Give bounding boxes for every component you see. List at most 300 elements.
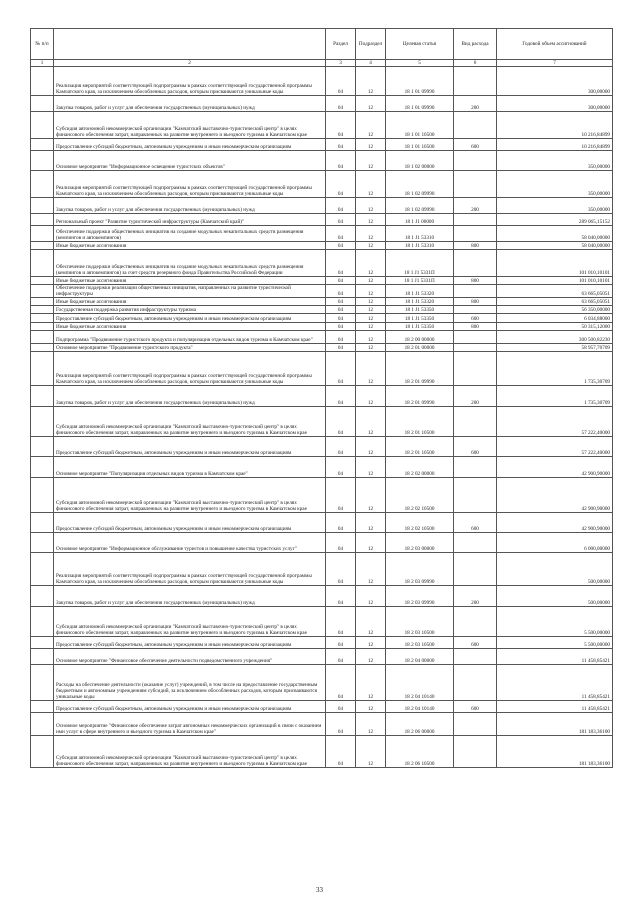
cell-target: 18 1 J1 53310 [386, 242, 454, 250]
table-row [31, 407, 613, 437]
cell-target: 18 2 02 00000 [386, 457, 454, 478]
cell-num [31, 478, 54, 513]
cell-podrazdel: 12 [356, 250, 386, 277]
cell-num [31, 96, 54, 112]
cell-target: 18 1 01 09990 [386, 67, 454, 96]
cell-name: Обеспечение поддержки общественных инициатив на создание модульных некапитальных средств размещения (кемпингов и автокемпингов) [54, 226, 326, 242]
cell-razdel: 04 [326, 437, 356, 457]
cell-name: Предоставление субсидий бюджетным, автономным учреждениям и иным некоммерческим организациям [54, 139, 326, 151]
cell-amount: 56 350,00000 [497, 306, 613, 314]
cell-amount: 500,00000 [497, 586, 613, 607]
cell-amount: 10 216,84899 [497, 139, 613, 151]
cell-razdel: 04 [326, 637, 356, 649]
cell-podrazdel: 12 [356, 437, 386, 457]
cell-vid: 600 [454, 637, 497, 649]
cell-amount: 6 000,00000 [497, 533, 613, 553]
cell-podrazdel: 12 [356, 713, 386, 736]
cell-amount: 11 458,85421 [497, 701, 613, 713]
table-row [31, 637, 613, 649]
cell-target: 18 2 03 09990 [386, 553, 454, 586]
cell-podrazdel: 12 [356, 344, 386, 352]
table-row [31, 331, 613, 344]
table-row [31, 151, 613, 171]
cell-amount: 58 040,00000 [497, 242, 613, 250]
cell-vid [454, 250, 497, 277]
cell-amount: 181 183,36100 [497, 713, 613, 736]
cell-razdel: 04 [326, 171, 356, 198]
column-number: 3 [326, 60, 356, 67]
cell-target: 18 1 J1 53320 [386, 298, 454, 306]
cell-razdel: 04 [326, 323, 356, 331]
header-name [54, 29, 326, 60]
cell-razdel: 04 [326, 665, 356, 701]
cell-podrazdel: 12 [356, 298, 386, 306]
cell-num [31, 533, 54, 553]
column-number: 5 [386, 60, 454, 67]
cell-vid [454, 171, 497, 198]
cell-razdel: 04 [326, 386, 356, 407]
cell-num [31, 285, 54, 298]
cell-podrazdel: 12 [356, 151, 386, 171]
cell-num [31, 151, 54, 171]
cell-amount: 350,00000 [497, 198, 613, 214]
column-number: 1 [31, 60, 54, 67]
cell-vid [454, 457, 497, 478]
cell-num [31, 637, 54, 649]
cell-amount: 500,00000 [497, 553, 613, 586]
cell-vid [454, 344, 497, 352]
cell-target: 18 1 02 00000 [386, 151, 454, 171]
cell-name: Субсидия автономной некоммерческой организации "Камчатский выставочно-туристический центр" в целях финансового обеспечения затрат, направленных на развитие внутреннего и въездного туризма в Камчатском крае [54, 112, 326, 139]
cell-vid: 600 [454, 314, 497, 323]
cell-podrazdel: 12 [356, 637, 386, 649]
cell-podrazdel: 12 [356, 607, 386, 637]
cell-razdel: 04 [326, 331, 356, 344]
cell-vid: 600 [454, 139, 497, 151]
cell-razdel: 04 [326, 457, 356, 478]
cell-vid: 200 [454, 96, 497, 112]
cell-amount: 350,00000 [497, 171, 613, 198]
cell-target: 18 1 J1 5331П [386, 277, 454, 285]
cell-name: Государственная поддержка развития инфраструктуры туризма [54, 306, 326, 314]
cell-name: Региональный проект "Развитие туристической инфраструктуры (Камчатский край)" [54, 214, 326, 226]
cell-target: 18 2 03 10500 [386, 637, 454, 649]
cell-name: Основное мероприятие "Финансовое обеспечение деятельности подведомственного учреждения" [54, 649, 326, 665]
table-row [31, 553, 613, 586]
cell-podrazdel: 12 [356, 214, 386, 226]
cell-vid: 800 [454, 242, 497, 250]
cell-amount: 300,00000 [497, 96, 613, 112]
header-vid: Вид расхода [454, 29, 497, 60]
cell-name: Субсидия автономной некоммерческой организации "Камчатский выставочно-туристический центр" в целях финансового обеспечения затрат, направленных на развитие внутреннего и въездного туризма в Камчатском крае [54, 478, 326, 513]
cell-podrazdel: 12 [356, 736, 386, 768]
cell-name: Закупка товаров, работ и услуг для обеспечения государственных (муниципальных) нужд [54, 96, 326, 112]
cell-razdel: 04 [326, 151, 356, 171]
cell-num [31, 386, 54, 407]
cell-name: Реализация мероприятий соответствующей подпрограммы в рамках соответствующей государственной программы Камчатского края, за исключением обособленных расходов, которым присваиваются уникальные коды [54, 171, 326, 198]
cell-vid [454, 533, 497, 553]
cell-num [31, 171, 54, 198]
cell-name: Обеспечение поддержки реализации общественных инициатив, направленных на развитие туристической инфраструктуры [54, 285, 326, 298]
cell-target: 18 2 03 00000 [386, 533, 454, 553]
cell-podrazdel: 12 [356, 226, 386, 242]
cell-razdel: 04 [326, 250, 356, 277]
cell-podrazdel: 12 [356, 285, 386, 298]
cell-amount: 57 222,40000 [497, 437, 613, 457]
cell-vid [454, 226, 497, 242]
cell-podrazdel: 12 [356, 665, 386, 701]
cell-vid: 600 [454, 701, 497, 713]
cell-razdel: 04 [326, 306, 356, 314]
cell-vid [454, 306, 497, 314]
cell-target: 18 2 04 10140 [386, 665, 454, 701]
cell-razdel: 04 [326, 607, 356, 637]
cell-vid [454, 665, 497, 701]
cell-target: 18 1 J1 53350 [386, 306, 454, 314]
cell-name: Основное мероприятие "Информационное обслуживание туристов и повышение качества туристских услуг" [54, 533, 326, 553]
column-number-row [31, 60, 613, 67]
cell-num [31, 331, 54, 344]
cell-num [31, 437, 54, 457]
cell-name: Предоставление субсидий бюджетным, автономным учреждениям и иным некоммерческим организациям [54, 314, 326, 323]
cell-vid: 800 [454, 277, 497, 285]
cell-target: 18 2 06 10500 [386, 736, 454, 768]
cell-target: 18 2 01 09990 [386, 352, 454, 386]
cell-target: 18 2 01 09990 [386, 386, 454, 407]
cell-name: Реализация мероприятий соответствующей подпрограммы в рамках соответствующей государственной программы Камчатского края, за исключением обособленных расходов, которым присваиваются уникальные коды [54, 352, 326, 386]
cell-target: 18 1 J1 53310 [386, 226, 454, 242]
cell-amount: 42 900,90000 [497, 478, 613, 513]
table-row [31, 285, 613, 298]
cell-name: Закупка товаров, работ и услуг для обеспечения государственных (муниципальных) нужд [54, 386, 326, 407]
cell-name: Закупка товаров, работ и услуг для обеспечения государственных (муниципальных) нужд [54, 586, 326, 607]
table-row [31, 226, 613, 242]
cell-num [31, 277, 54, 285]
table-row [31, 713, 613, 736]
cell-target: 18 1 02 09990 [386, 198, 454, 214]
cell-razdel: 04 [326, 713, 356, 736]
cell-podrazdel: 12 [356, 701, 386, 713]
cell-name: Иные бюджетные ассигнования [54, 298, 326, 306]
table-row [31, 457, 613, 478]
cell-num [31, 713, 54, 736]
header-number: № п/п [31, 29, 54, 60]
cell-target: 18 1 01 09990 [386, 96, 454, 112]
cell-num [31, 649, 54, 665]
cell-amount: 50 315,12000 [497, 323, 613, 331]
cell-name: Предоставление субсидий бюджетным, автономным учреждениям и иным некоммерческим организациям [54, 637, 326, 649]
cell-num [31, 513, 54, 533]
column-number: 6 [454, 60, 497, 67]
cell-num [31, 242, 54, 250]
cell-amount: 11 458,85421 [497, 665, 613, 701]
cell-amount: 42 900,90000 [497, 457, 613, 478]
cell-podrazdel: 12 [356, 533, 386, 553]
cell-num [31, 314, 54, 323]
cell-num [31, 226, 54, 242]
cell-target: 18 1 02 09990 [386, 171, 454, 198]
table-row [31, 352, 613, 386]
cell-name: Субсидия автономной некоммерческой организации "Камчатский выставочно-туристический центр" в целях финансового обеспечения затрат, направленных на развитие внутреннего и въездного туризма в Камчатском крае [54, 407, 326, 437]
cell-vid [454, 331, 497, 344]
column-number: 7 [497, 60, 613, 67]
cell-podrazdel: 12 [356, 198, 386, 214]
cell-amount: 5 500,00000 [497, 607, 613, 637]
cell-target: 18 2 02 10500 [386, 478, 454, 513]
cell-num [31, 323, 54, 331]
cell-amount: 181 183,36100 [497, 736, 613, 768]
cell-vid [454, 112, 497, 139]
cell-vid [454, 151, 497, 171]
cell-name: Предоставление субсидий бюджетным, автономным учреждениям и иным некоммерческим организациям [54, 701, 326, 713]
cell-podrazdel: 12 [356, 112, 386, 139]
table-body [31, 67, 613, 768]
table-row [31, 306, 613, 314]
cell-razdel: 04 [326, 242, 356, 250]
cell-podrazdel: 12 [356, 331, 386, 344]
table-row [31, 171, 613, 198]
cell-podrazdel: 12 [356, 457, 386, 478]
page-number: 33 [316, 886, 323, 894]
cell-razdel: 04 [326, 298, 356, 306]
cell-razdel: 04 [326, 214, 356, 226]
cell-podrazdel: 12 [356, 171, 386, 198]
cell-razdel: 04 [326, 407, 356, 437]
cell-num [31, 198, 54, 214]
table-row [31, 298, 613, 306]
table-row [31, 198, 613, 214]
cell-razdel: 04 [326, 67, 356, 96]
cell-target: 18 1 J1 53320 [386, 285, 454, 298]
cell-razdel: 04 [326, 736, 356, 768]
cell-podrazdel: 12 [356, 586, 386, 607]
cell-num [31, 352, 54, 386]
table-row [31, 344, 613, 352]
cell-amount: 1 735,30709 [497, 386, 613, 407]
cell-target: 18 2 01 00000 [386, 344, 454, 352]
cell-target: 18 1 J1 53350 [386, 323, 454, 331]
cell-amount: 63 665,05051 [497, 298, 613, 306]
cell-razdel: 04 [326, 352, 356, 386]
cell-vid [454, 478, 497, 513]
cell-name: Предоставление субсидий бюджетным, автономным учреждениям и иным некоммерческим организациям [54, 437, 326, 457]
table-row [31, 242, 613, 250]
cell-amount: 101 010,10101 [497, 250, 613, 277]
cell-podrazdel: 12 [356, 306, 386, 314]
cell-name: Иные бюджетные ассигнования [54, 277, 326, 285]
cell-vid: 800 [454, 323, 497, 331]
cell-amount: 300,00000 [497, 67, 613, 96]
budget-table [30, 28, 613, 768]
cell-name: Субсидия автономной некоммерческой организации "Камчатский выставочно-туристический центр" в целях финансового обеспечения затрат, направленных на развитие внутреннего и въездного туризма в Камчатском крае [54, 736, 326, 768]
table-row [31, 665, 613, 701]
cell-razdel: 04 [326, 533, 356, 553]
table-row [31, 649, 613, 665]
cell-target: 18 1 J1 53350 [386, 314, 454, 323]
column-number: 4 [356, 60, 386, 67]
cell-num [31, 586, 54, 607]
cell-amount: 101 010,10101 [497, 277, 613, 285]
table-row [31, 386, 613, 407]
cell-name: Иные бюджетные ассигнования [54, 323, 326, 331]
cell-name: Основное мероприятие "Финансовое обеспечение затрат автономных некоммерческих организаций в связи с оказанием ими услуг в сфере внутреннего и въездного туризма в Камчатском крае" [54, 713, 326, 736]
table-row [31, 139, 613, 151]
cell-vid [454, 736, 497, 768]
cell-amount: 350,00000 [497, 151, 613, 171]
table-row [31, 607, 613, 637]
cell-amount: 10 216,84899 [497, 112, 613, 139]
cell-vid: 200 [454, 386, 497, 407]
cell-amount: 6 034,88000 [497, 314, 613, 323]
table-row [31, 250, 613, 277]
cell-podrazdel: 12 [356, 139, 386, 151]
cell-razdel: 04 [326, 198, 356, 214]
cell-target: 18 1 J1 00000 [386, 214, 454, 226]
table-row [31, 277, 613, 285]
cell-razdel: 04 [326, 112, 356, 139]
cell-num [31, 607, 54, 637]
cell-name: Субсидия автономной некоммерческой организации "Камчатский выставочно-туристический центр" в целях финансового обеспечения затрат, направленных на развитие внутреннего и въездного туризма в Камчатском крае [54, 607, 326, 637]
cell-razdel: 04 [326, 513, 356, 533]
cell-name: Реализация мероприятий соответствующей подпрограммы в рамках соответствующей государственной программы Камчатского края, за исключением обособленных расходов, которым присваиваются уникальные коды [54, 67, 326, 96]
cell-target: 18 2 04 00000 [386, 649, 454, 665]
cell-vid [454, 649, 497, 665]
cell-razdel: 04 [326, 314, 356, 323]
cell-num [31, 214, 54, 226]
cell-amount: 58 040,00000 [497, 226, 613, 242]
cell-target: 18 1 J1 5331П [386, 250, 454, 277]
table-row [31, 586, 613, 607]
cell-target: 18 2 01 10500 [386, 407, 454, 437]
cell-num [31, 665, 54, 701]
cell-target: 18 2 01 10500 [386, 437, 454, 457]
table-row [31, 112, 613, 139]
column-number: 2 [54, 60, 326, 67]
cell-podrazdel: 12 [356, 553, 386, 586]
cell-razdel: 04 [326, 96, 356, 112]
cell-target: 18 1 01 10500 [386, 139, 454, 151]
header-razdel: Раздел [326, 29, 356, 60]
cell-amount: 42 900,90000 [497, 513, 613, 533]
cell-razdel: 04 [326, 344, 356, 352]
cell-amount: 289 065,15152 [497, 214, 613, 226]
cell-num [31, 457, 54, 478]
cell-razdel: 04 [326, 277, 356, 285]
cell-podrazdel: 12 [356, 242, 386, 250]
cell-razdel: 04 [326, 285, 356, 298]
cell-name: Основное мероприятие "Популяризация отдельных видов туризма в Камчатском крае" [54, 457, 326, 478]
cell-podrazdel: 12 [356, 513, 386, 533]
cell-vid [454, 214, 497, 226]
cell-vid [454, 352, 497, 386]
cell-podrazdel: 12 [356, 407, 386, 437]
table-row [31, 314, 613, 323]
cell-amount: 11 458,85421 [497, 649, 613, 665]
table-row [31, 701, 613, 713]
header-target: Целевая статья [386, 29, 454, 60]
cell-num [31, 407, 54, 437]
cell-num [31, 112, 54, 139]
cell-name: Основное мероприятие "Продвижение туристского продукта" [54, 344, 326, 352]
cell-name: Основное мероприятие "Информационное освещение туристских объектов" [54, 151, 326, 171]
header-amount: Годовой объем ассигнований [497, 29, 613, 60]
cell-name: Обеспечение поддержки общественных инициатив на создание модульных некапитальных средств размещения (кемпингов и автокемпингов) за счет средств резервного фонда Правительства Российской Федерации [54, 250, 326, 277]
table-row [31, 96, 613, 112]
cell-podrazdel: 12 [356, 67, 386, 96]
cell-name: Расходы на обеспечение деятельности (оказание услуг) учреждений, в том числе на предоставление государственным бюджетным и автономным учреждениям субсидий, за исключением обособленных расходов, которым присваиваются уникальные коды [54, 665, 326, 701]
cell-amount: 300 500,82230 [497, 331, 613, 344]
cell-razdel: 04 [326, 226, 356, 242]
table-row [31, 533, 613, 553]
cell-razdel: 04 [326, 586, 356, 607]
cell-num [31, 67, 54, 96]
cell-num [31, 298, 54, 306]
cell-razdel: 04 [326, 553, 356, 586]
cell-name: Предоставление субсидий бюджетным, автономным учреждениям и иным некоммерческим организациям [54, 513, 326, 533]
cell-name: Закупка товаров, работ и услуг для обеспечения государственных (муниципальных) нужд [54, 198, 326, 214]
cell-podrazdel: 12 [356, 386, 386, 407]
table-row [31, 323, 613, 331]
cell-amount: 58 957,70709 [497, 344, 613, 352]
cell-target: 18 2 03 10500 [386, 607, 454, 637]
cell-target: 18 2 02 10500 [386, 513, 454, 533]
cell-vid: 800 [454, 298, 497, 306]
cell-razdel: 04 [326, 649, 356, 665]
cell-podrazdel: 12 [356, 649, 386, 665]
cell-amount: 57 222,40000 [497, 407, 613, 437]
cell-vid [454, 67, 497, 96]
cell-amount: 63 665,05051 [497, 285, 613, 298]
cell-podrazdel: 12 [356, 352, 386, 386]
cell-num [31, 250, 54, 277]
cell-vid [454, 713, 497, 736]
cell-vid: 200 [454, 586, 497, 607]
cell-num [31, 701, 54, 713]
cell-podrazdel: 12 [356, 96, 386, 112]
cell-podrazdel: 12 [356, 323, 386, 331]
cell-num [31, 139, 54, 151]
cell-razdel: 04 [326, 478, 356, 513]
cell-target: 18 1 01 10500 [386, 112, 454, 139]
cell-amount: 1 735,30709 [497, 352, 613, 386]
cell-vid [454, 407, 497, 437]
table-header-row [31, 29, 613, 60]
header-podrazdel: Подраздел [356, 29, 386, 60]
cell-name: Реализация мероприятий соответствующей подпрограммы в рамках соответствующей государственной программы Камчатского края, за исключением обособленных расходов, которым присваиваются уникальные коды [54, 553, 326, 586]
table-row [31, 478, 613, 513]
cell-vid [454, 285, 497, 298]
cell-num [31, 344, 54, 352]
cell-name: Иные бюджетные ассигнования [54, 242, 326, 250]
table-row [31, 67, 613, 96]
cell-vid [454, 553, 497, 586]
cell-target: 18 2 04 10140 [386, 701, 454, 713]
cell-vid [454, 607, 497, 637]
table-row [31, 214, 613, 226]
cell-vid: 200 [454, 198, 497, 214]
cell-target: 18 2 03 09990 [386, 586, 454, 607]
cell-target: 18 2 06 00000 [386, 713, 454, 736]
cell-vid: 600 [454, 437, 497, 457]
cell-target: 18 2 00 00000 [386, 331, 454, 344]
cell-podrazdel: 12 [356, 277, 386, 285]
cell-num [31, 553, 54, 586]
cell-razdel: 04 [326, 701, 356, 713]
cell-razdel: 04 [326, 139, 356, 151]
cell-num [31, 306, 54, 314]
cell-amount: 5 500,00000 [497, 637, 613, 649]
cell-name: Подпрограмма "Продвижение туристского продукта и популяризация отдельных видов туризма в Камчатском крае" [54, 331, 326, 344]
